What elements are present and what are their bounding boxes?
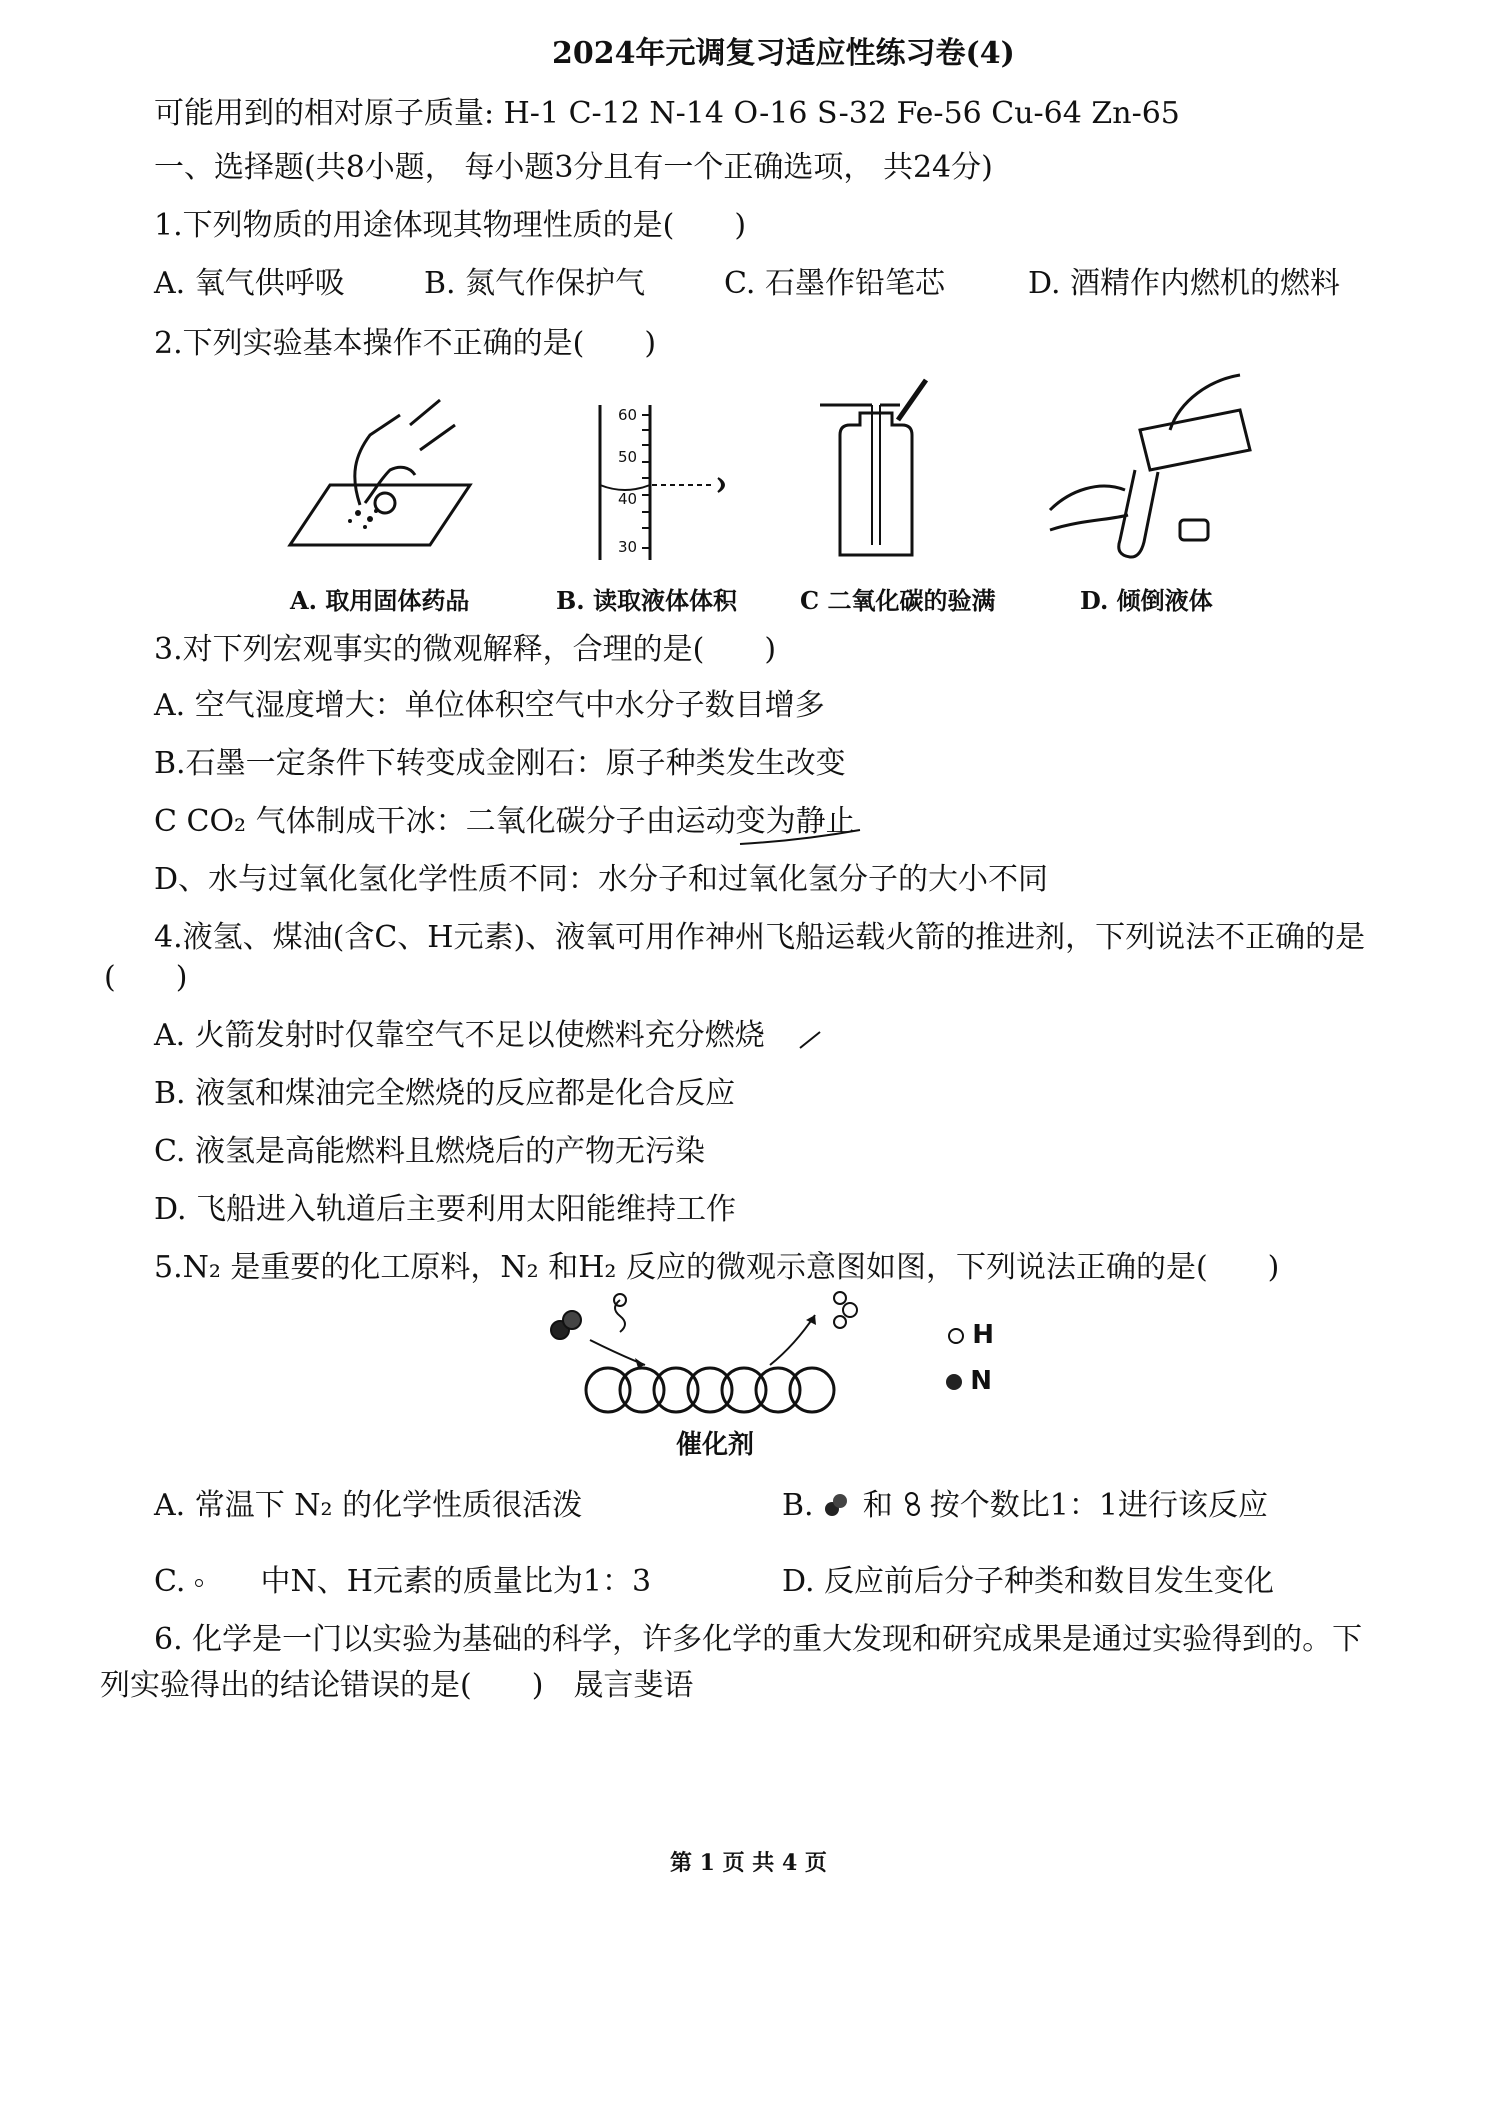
page-footer: 第 1 页 共 4 页	[670, 1850, 827, 1876]
q3-option-c: C CO₂ 气体制成干冰：二氧化碳分子由运动变为静止	[154, 804, 856, 839]
q5-stem: 5.N₂ 是重要的化工原料，N₂ 和H₂ 反应的微观示意图如图，下列说法正确的是( )	[154, 1250, 1280, 1285]
q5-option-b-mid: 和	[862, 1488, 893, 1523]
legend-h-label: H	[972, 1320, 995, 1350]
handwritten-tick	[796, 1024, 826, 1054]
q5-option-b-suffix: 按个数比1：1进行该反应	[929, 1488, 1268, 1523]
q1-option-d: D. 酒精作内燃机的燃料	[1028, 266, 1341, 301]
q5-option-c-prefix: C.	[154, 1564, 186, 1599]
figure-pour-liquid	[1040, 370, 1260, 565]
scale-label-30: 30	[618, 538, 638, 556]
q1-option-c: C. 石墨作铅笔芯	[724, 266, 945, 301]
q5-option-a: A. 常温下 N₂ 的化学性质很活泼	[154, 1488, 583, 1523]
reaction-diagram	[540, 1290, 860, 1420]
q2-caption-a: A. 取用固体药品	[290, 586, 470, 615]
q6-line-2: 列实验得出的结论错误的是( ) 晟言斐语	[100, 1668, 694, 1703]
figure-co2-test	[820, 375, 940, 565]
q3-option-b: B.石墨一定条件下转变成金刚石：原子种类发生改变	[154, 746, 846, 781]
scale-label-40: 40	[618, 490, 638, 508]
h2-molecule-icon	[902, 1492, 920, 1522]
q4-option-c: C. 液氢是高能燃料且燃烧后的产物无污染	[154, 1134, 705, 1169]
q3-option-a: A. 空气湿度增大：单位体积空气中水分子数目增多	[154, 688, 825, 723]
n2-molecule-icon	[823, 1492, 853, 1522]
q3-option-d: D、水与过氧化氢化学性质不同：水分子和过氧化氢分子的大小不同	[154, 862, 1049, 897]
legend-n-label: N	[970, 1366, 993, 1396]
q6-line-1: 6. 化学是一门以实验为基础的科学，许多化学的重大发现和研究成果是通过实验得到的。下	[154, 1622, 1363, 1657]
nh3-molecule-icon	[195, 1576, 251, 1590]
q4-stem: 4.液氢、煤油(含C、H元素)、液氧可用作神州飞船运载火箭的推进剂，下列说法不正确的是	[154, 920, 1366, 955]
q4-paren: ( )	[104, 960, 188, 995]
q5-option-b-prefix: B.	[782, 1488, 814, 1523]
q4-option-d: D. 飞船进入轨道后主要利用太阳能维持工作	[154, 1192, 737, 1227]
q1-option-b: B. 氮气作保护气	[424, 266, 646, 301]
q5-option-b	[782, 1486, 1268, 1526]
q2-caption-b: B. 读取液体体积	[556, 586, 737, 615]
handwritten-underline	[735, 812, 865, 852]
page-title: 2024年元调复习适应性练习卷(4)	[552, 36, 1015, 71]
q2-caption-c: C 二氧化碳的验满	[800, 586, 996, 615]
nitrogen-atom-icon	[946, 1374, 962, 1390]
q1-stem: 1.下列物质的用途体现其物理性质的是( )	[154, 208, 747, 243]
q5-option-c	[154, 1562, 651, 1602]
scale-label-60: 60	[618, 406, 638, 424]
q5-option-c-suffix: 中N、H元素的质量比为1：3	[260, 1564, 652, 1599]
q4-option-a: A. 火箭发射时仅靠空气不足以使燃料充分燃烧	[154, 1018, 765, 1053]
figure-read-volume	[590, 400, 740, 565]
q5-option-d: D. 反应前后分子种类和数目发生变化	[782, 1564, 1275, 1599]
q2-stem: 2.下列实验基本操作不正确的是( )	[154, 326, 657, 361]
q1-option-a: A. 氧气供呼吸	[154, 266, 345, 301]
q3-stem: 3.对下列宏观事实的微观解释，合理的是( )	[154, 632, 777, 667]
q2-caption-d: D. 倾倒液体	[1080, 586, 1213, 615]
hydrogen-atom-icon	[948, 1328, 964, 1344]
scale-label-50: 50	[618, 448, 638, 466]
legend-nitrogen	[946, 1364, 992, 1398]
section-heading: 一、选择题(共8小题， 每小题3分且有一个正确选项， 共24分)	[154, 150, 993, 185]
atomic-masses: 可能用到的相对原子质量: H-1 C-12 N-14 O-16 S-32 Fe-56 Cu-64 Zn-65	[154, 96, 1180, 131]
catalyst-label: 催化剂	[676, 1430, 755, 1460]
q4-option-b: B. 液氢和煤油完全燃烧的反应都是化合反应	[154, 1076, 736, 1111]
figure-take-solid	[280, 395, 480, 560]
legend-hydrogen	[948, 1318, 994, 1352]
